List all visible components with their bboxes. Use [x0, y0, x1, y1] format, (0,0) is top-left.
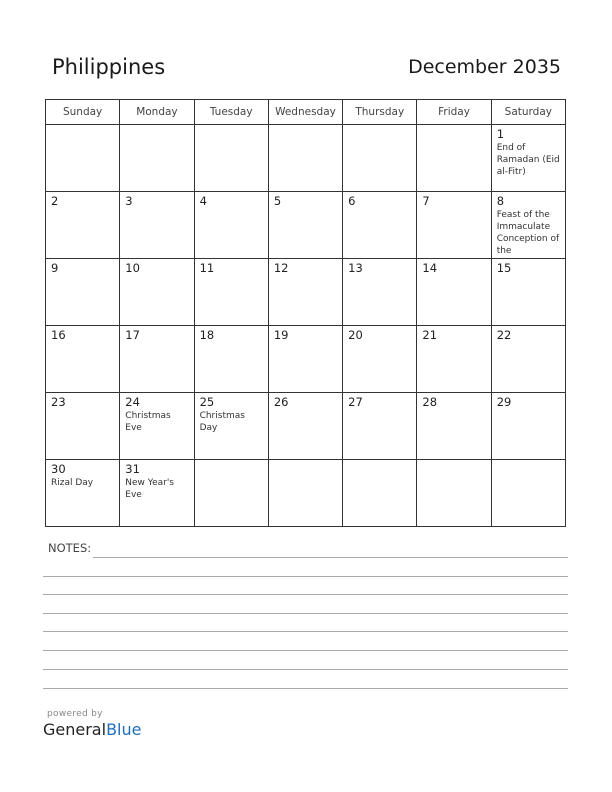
day-number: 25 [199, 395, 215, 409]
week-row [46, 393, 566, 460]
day-number: 30 [51, 462, 66, 476]
note-line [43, 631, 568, 632]
day-cell[interactable] [194, 460, 268, 527]
day-number: 10 [125, 261, 140, 275]
day-cell-content [200, 462, 264, 524]
day-cell[interactable] [194, 326, 268, 393]
day-number: 28 [422, 395, 438, 409]
weekday-header: Tuesday [194, 100, 268, 125]
day-cell[interactable] [120, 259, 194, 326]
day-number: 13 [348, 261, 363, 275]
week-row [46, 192, 566, 259]
day-cell[interactable] [268, 125, 342, 192]
day-cell-content [348, 395, 412, 457]
country-title: Philippines [52, 55, 166, 79]
week-row [46, 460, 566, 527]
notes-label: NOTES: [48, 541, 92, 555]
day-cell-content [422, 127, 486, 189]
day-cell-content [200, 261, 264, 323]
day-cell[interactable] [417, 326, 491, 393]
holiday-label: Christmas Day [199, 411, 245, 433]
day-cell[interactable] [194, 192, 268, 259]
day-cell-content [51, 261, 115, 323]
day-number: 24 [125, 395, 140, 409]
day-cell-content [348, 194, 412, 256]
day-cell-content [125, 462, 189, 524]
day-cell[interactable] [46, 393, 120, 460]
day-cell-content [422, 462, 486, 524]
day-cell[interactable] [46, 326, 120, 393]
day-cell[interactable] [268, 460, 342, 527]
day-number: 6 [348, 194, 356, 208]
brand-blue: Blue [106, 720, 142, 739]
day-cell-content [497, 395, 561, 457]
day-cell[interactable] [343, 259, 417, 326]
day-cell[interactable] [491, 326, 565, 393]
day-cell-content [274, 194, 338, 256]
day-cell[interactable] [417, 125, 491, 192]
day-number: 31 [125, 462, 140, 476]
holiday-label: Feast of the Immaculate Conception of the [496, 210, 560, 256]
holiday-label: New Year's Eve [125, 478, 174, 500]
day-cell-content [125, 194, 189, 256]
day-cell-content [422, 395, 486, 457]
day-cell-content [348, 462, 412, 524]
day-cell-content [274, 328, 338, 390]
day-cell[interactable] [491, 393, 565, 460]
day-cell-content [125, 127, 189, 189]
holiday-label: Christmas Eve [125, 411, 171, 433]
day-cell[interactable] [194, 393, 268, 460]
day-number: 8 [496, 194, 505, 208]
day-cell[interactable] [268, 393, 342, 460]
day-cell[interactable] [343, 460, 417, 527]
day-cell-content [51, 328, 115, 390]
day-cell-content [51, 194, 115, 256]
generalblue-logo[interactable] [43, 720, 141, 739]
day-number: 9 [51, 261, 59, 275]
note-line [93, 557, 568, 558]
holiday-label: End of Ramadan (Eid al-Fitr) [496, 143, 560, 177]
day-number: 20 [348, 328, 363, 342]
month-title: December 2035 [408, 56, 561, 78]
day-cell[interactable] [46, 259, 120, 326]
note-line [43, 669, 568, 670]
day-number: 23 [51, 395, 66, 409]
day-number: 29 [496, 395, 512, 409]
day-number: 12 [273, 261, 289, 275]
day-cell-content [348, 328, 412, 390]
day-number: 5 [273, 194, 282, 208]
day-cell[interactable] [120, 192, 194, 259]
weekday-header: Saturday [491, 100, 565, 125]
day-cell-content [497, 328, 561, 390]
day-cell[interactable] [268, 326, 342, 393]
day-cell-content [51, 127, 115, 189]
day-cell-content [274, 261, 338, 323]
calendar-grid [45, 99, 566, 527]
day-number: 19 [273, 328, 289, 342]
powered-by-text: powered by [47, 709, 103, 719]
day-cell[interactable] [268, 192, 342, 259]
day-cell[interactable] [268, 259, 342, 326]
day-cell-content [200, 395, 264, 457]
day-number: 26 [273, 395, 289, 409]
day-cell-content [125, 328, 189, 390]
note-line [43, 650, 568, 651]
weekday-header: Friday [417, 100, 491, 125]
weekday-header: Wednesday [268, 100, 342, 125]
day-cell-content [422, 194, 486, 256]
day-cell[interactable] [194, 125, 268, 192]
note-line [43, 576, 568, 577]
day-number: 22 [496, 328, 512, 342]
day-cell[interactable] [491, 460, 565, 527]
day-number: 11 [199, 261, 215, 275]
day-cell-content [51, 395, 115, 457]
weekday-header: Monday [120, 100, 194, 125]
day-cell-content [274, 462, 338, 524]
day-number: 2 [51, 194, 59, 208]
weekday-header-row [46, 100, 566, 125]
day-number: 14 [422, 261, 438, 275]
day-cell-content [497, 127, 561, 189]
week-row [46, 326, 566, 393]
day-cell-content [274, 127, 338, 189]
day-cell[interactable] [491, 125, 565, 192]
day-cell[interactable] [194, 259, 268, 326]
day-cell[interactable] [417, 460, 491, 527]
brand-general: General [43, 720, 107, 739]
day-cell-content [348, 127, 412, 189]
day-cell-content [422, 328, 486, 390]
weekday-header: Sunday [46, 100, 120, 125]
day-cell-content [200, 328, 264, 390]
holiday-label: Rizal Day [51, 478, 94, 488]
day-number: 18 [199, 328, 215, 342]
day-cell[interactable] [491, 192, 565, 259]
day-number: 16 [51, 328, 66, 342]
day-cell-content [497, 462, 561, 524]
day-number: 17 [125, 328, 140, 342]
day-number: 7 [422, 194, 430, 208]
day-number: 4 [199, 194, 207, 208]
day-cell-content [51, 462, 115, 524]
day-cell[interactable] [417, 393, 491, 460]
day-cell-content [125, 395, 189, 457]
day-cell-content [274, 395, 338, 457]
note-line [43, 688, 568, 689]
day-cell[interactable] [417, 259, 491, 326]
day-cell[interactable] [120, 125, 194, 192]
day-cell[interactable] [417, 192, 491, 259]
day-cell[interactable] [120, 460, 194, 527]
day-number: 27 [348, 395, 363, 409]
day-cell[interactable] [120, 326, 194, 393]
day-cell[interactable] [343, 393, 417, 460]
day-cell-content [348, 261, 412, 323]
day-cell[interactable] [46, 460, 120, 527]
day-cell-content [422, 261, 486, 323]
day-cell-content [200, 127, 264, 189]
day-number: 3 [125, 194, 133, 208]
day-cell[interactable] [46, 192, 120, 259]
day-cell[interactable] [343, 192, 417, 259]
day-cell-content [200, 194, 264, 256]
day-cell-content [497, 194, 561, 256]
day-cell[interactable] [343, 326, 417, 393]
day-number: 15 [496, 261, 512, 275]
day-cell[interactable] [120, 393, 194, 460]
day-cell[interactable] [491, 259, 565, 326]
day-number: 21 [422, 328, 438, 342]
day-cell-content [125, 261, 189, 323]
day-number: 1 [496, 127, 505, 141]
week-row [46, 259, 566, 326]
weekday-header: Thursday [343, 100, 417, 125]
day-cell-content [497, 261, 561, 323]
day-cell[interactable] [46, 125, 120, 192]
note-line [43, 613, 568, 614]
note-line [43, 594, 568, 595]
day-cell[interactable] [343, 125, 417, 192]
week-row [46, 125, 566, 192]
